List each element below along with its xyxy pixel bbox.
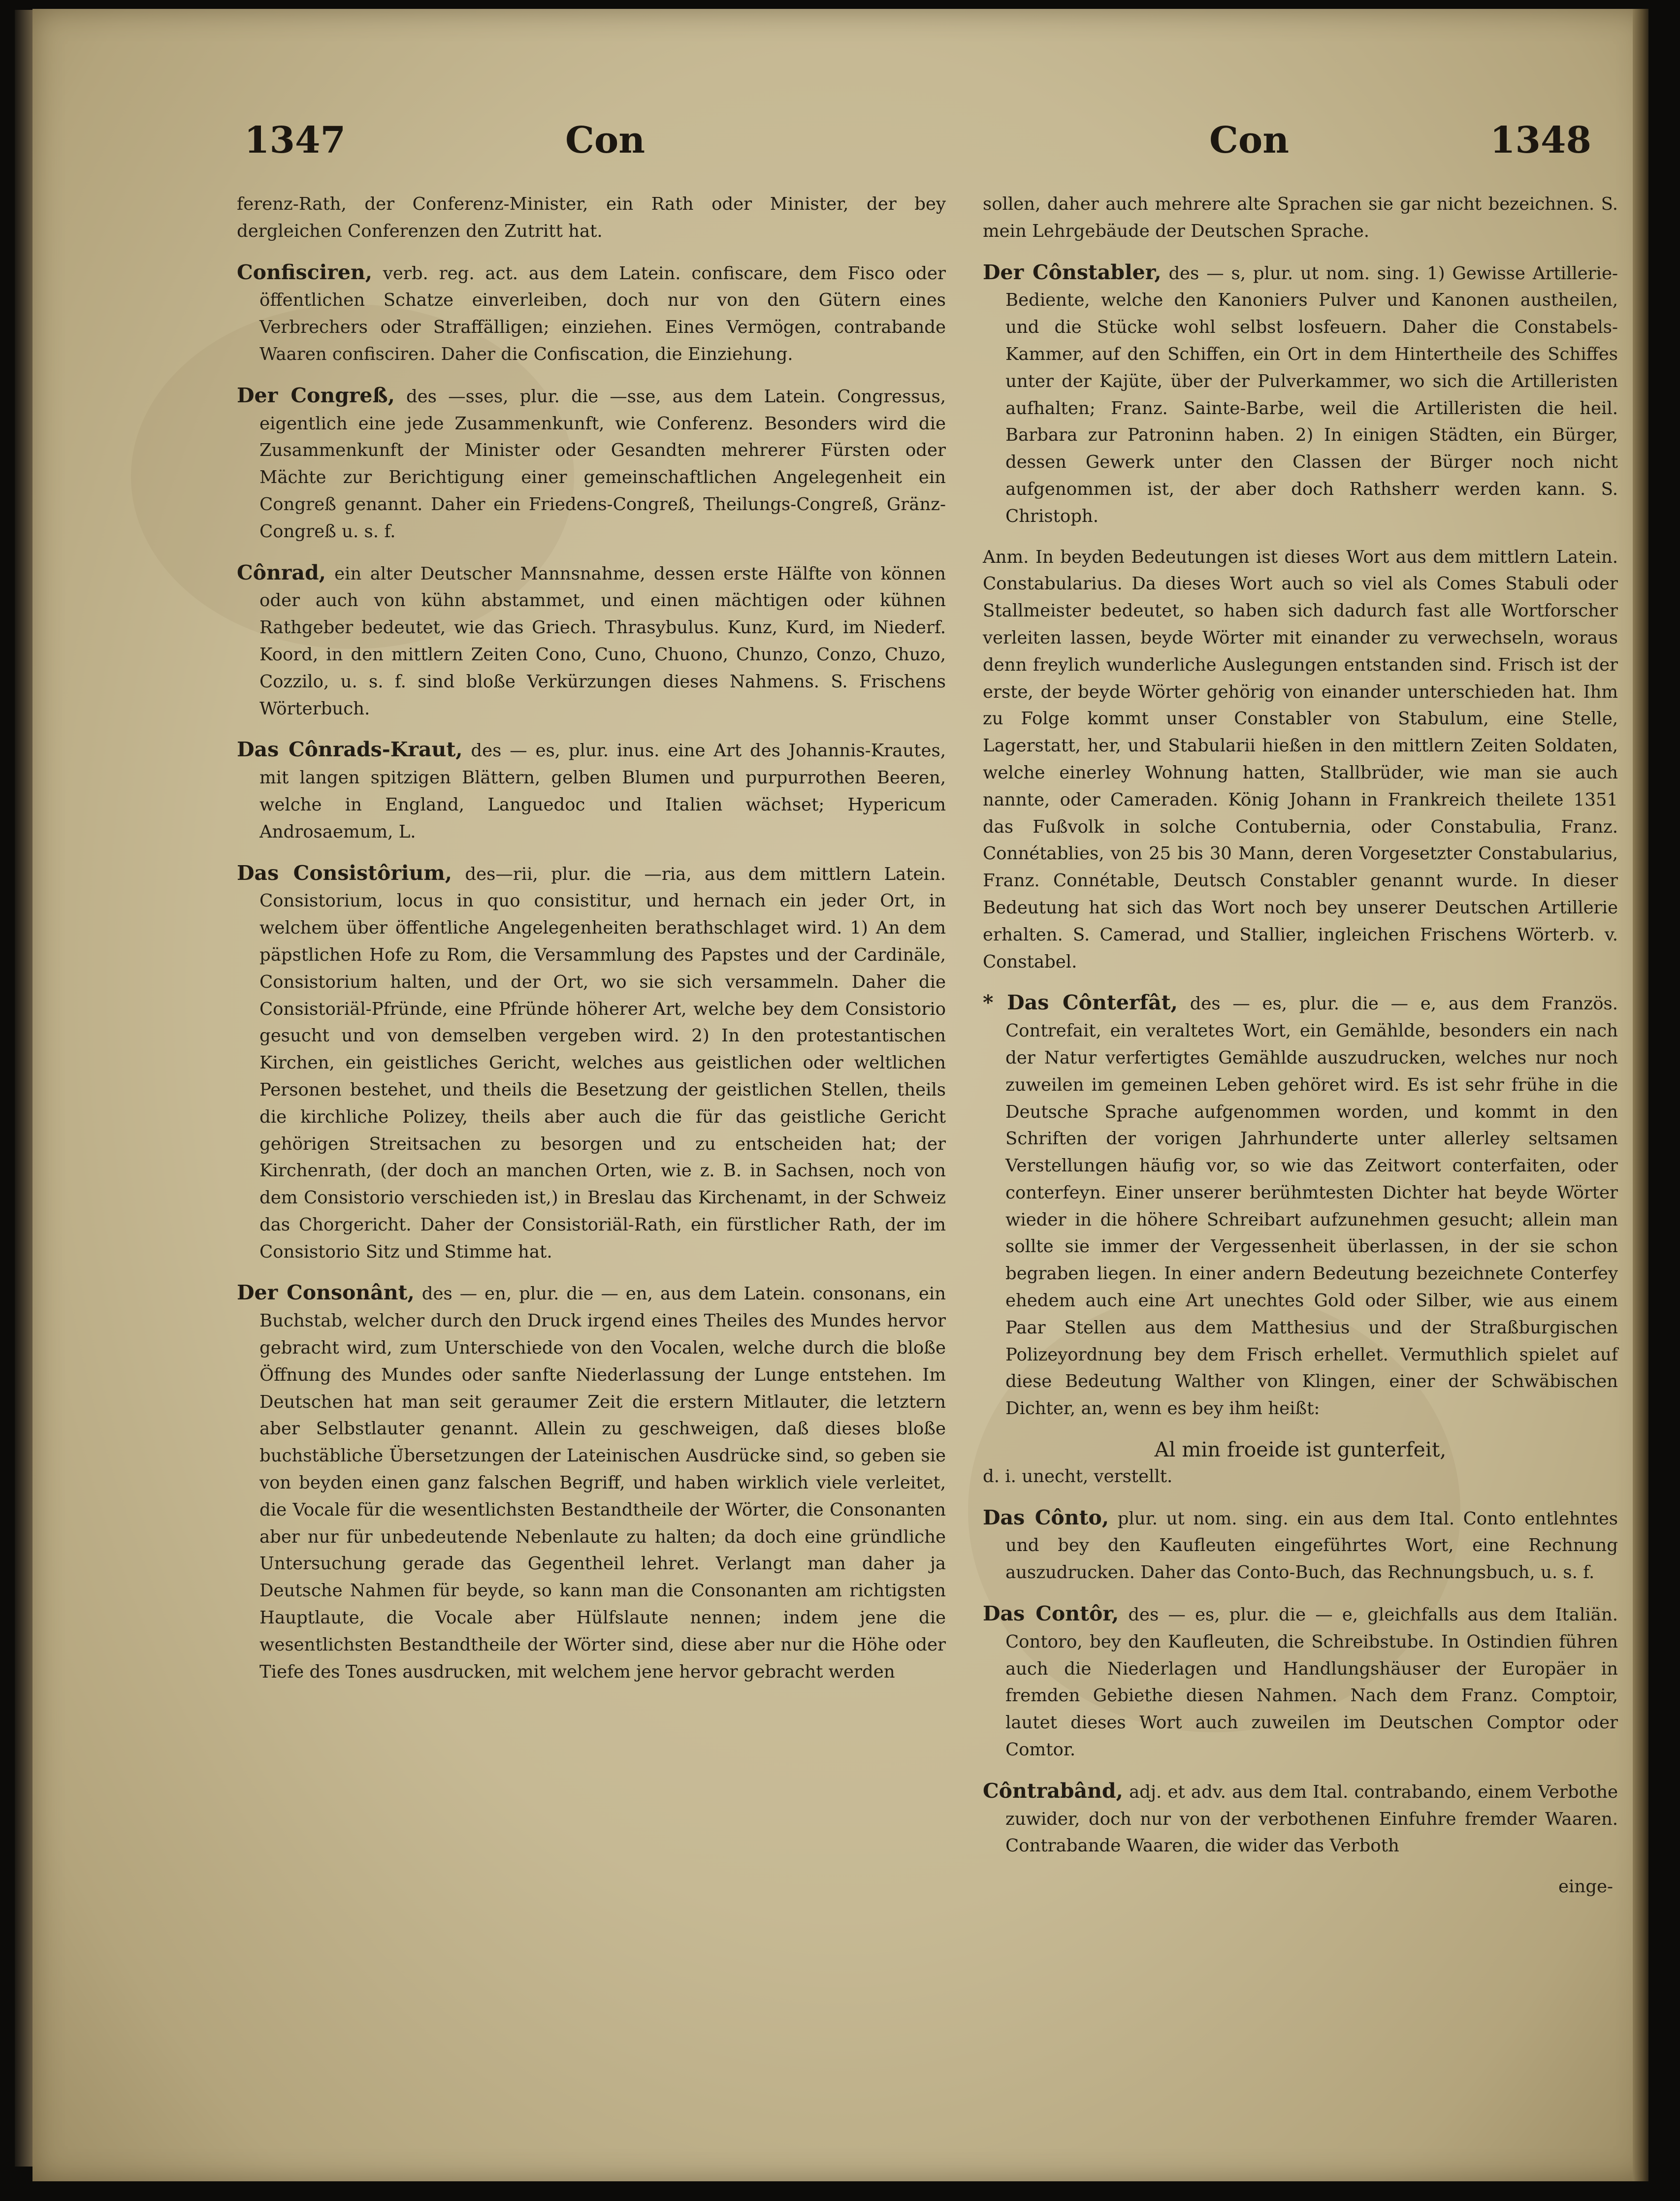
entry-continuation (983, 544, 1618, 976)
catchword: einge- (1558, 1877, 1613, 1897)
entry-continuation (237, 191, 946, 245)
dictionary-entry (237, 860, 946, 1266)
entry-headword: Das Cônrads-Kraut, (237, 738, 463, 762)
entry-text: des — es, plur. inus. eine Art des Johannis-Krautes, mit langen spitzigen Blättern, gelben Blumen und purpurrothen Beeren, welche in England, Languedoc und Italien wächset; Hypericum Androsaemum, L. (259, 741, 946, 842)
dictionary-entry (983, 259, 1618, 530)
entry-headword: Das Cônto, (983, 1505, 1109, 1529)
dictionary-entry (237, 382, 946, 546)
entry-headword: * Das Cônterfât, (983, 991, 1178, 1015)
entry-headword: Der Cônstabler, (983, 260, 1162, 284)
entry-headword: Confisciren, (237, 260, 372, 284)
entry-text: adj. et adv. aus dem Ital. contrabando, einem Verbothe zuwider, doch nur von der verbothenen Einfuhre fremder Waaren. Contrabande Waaren, die wider das Verboth (1005, 1781, 1618, 1856)
facing-page-edge (15, 10, 34, 2167)
left-column (237, 191, 946, 1699)
entry-text: ein alter Deutscher Mannsnahme, dessen erste Hälfte von können oder auch von kühn abstammet, und einen mächtigen oder kühnen Rathgeber bedeutet, wie das Griech. Thrasybulus. Kunz, Kurd, im Niederf. Koord, in den mittlern Zeiten Cono, Cuno, Chuono, Chunzo, Conzo, Chuzo, Cozzilo, u. s. f. sind bloße Verkürzungen dieses Nahmens. S. Frischens Wörterbuch. (259, 563, 946, 719)
page-gutter (1633, 9, 1648, 2181)
book-page (32, 9, 1648, 2181)
dictionary-entry (983, 1778, 1618, 1860)
entry-text: des — es, plur. die — e, aus dem Französ. Contrefait, ein veraltetes Wort, ein Gemählde, besonders ein nach der Natur verfertigtes Gemählde auszudrucken, welches nur noch zuweilen im gemeinen Leben gehöret wird. Es ist sehr frühe in die Deutsche Sprache aufgenommen worden, und kommt in den Schriften der vorigen Jahrhunderte unter allerley seltsamen Verstellungen häufig vor, so wie das Zeitwort conterfaiten, oder conterfeyn. Einer unserer berühmtesten Dichter hat beyde Wörter wieder in die höhere Schreibart aufzunehmen gesucht; allein man sollte sie immer der Vergessenheit überlassen, in der sie schon begraben liegen. In einer andern Bedeutung bezeichnete Conterfey ehedem auch eine Art unechtes Gold oder Silber, wie aus einem Paar Stellen aus dem Matthesius und der Straßburgischen Polizeyordnung bey dem Frisch erhellet. Vermuthlich spielet auf diese Bedeutung Walther von Klingen, einer der Schwäbischen Dichter, an, wenn es bey ihm heißt: (1005, 994, 1618, 1419)
entry-text: verb. reg. act. aus dem Latein. confiscare, dem Fisco oder öffentlichen Schatze einverleiben, doch nur von den Gütern eines Verbrechers oder Straffälligen; einziehen. Eines Vermögen, contrabande Waaren confisciren. Daher die Confiscation, die Einziehung. (259, 263, 946, 364)
dictionary-entry (983, 1600, 1618, 1764)
page-number-right: 1348 (1490, 119, 1591, 162)
dictionary-entry (237, 559, 946, 723)
entry-text: plur. ut nom. sing. ein aus dem Ital. Conto entlehntes und bey den Kaufleuten eingeführtes Wort, eine Rechnung auszudrucken. Daher das Conto-Buch, das Rechnungsbuch, u. s. f. (1005, 1508, 1618, 1583)
entry-headword: Der Consonânt, (237, 1281, 415, 1305)
dictionary-entry (237, 259, 946, 368)
running-head-left: Con (565, 119, 646, 162)
entry-headword: Das Consistôrium, (237, 861, 452, 885)
entry-continuation (983, 191, 1618, 245)
verse-quote: Al min froeide ist gunterfeit, (1154, 1438, 1447, 1462)
dictionary-entry (237, 1279, 946, 1685)
entry-headword: Das Contôr, (983, 1602, 1119, 1626)
entry-text: des — es, plur. die — e, gleichfalls aus dem Italiän. Contoro, bey den Kaufleuten, die Schreibstube. In Ostindien führen auch die Niederlagen und Handlungshäuser der Europäer in fremden Gebiethe diesen Nahmen. Nach dem Franz. Comptoir, lautet dieses Wort auch zuweilen im Deutschen Comptor oder Comtor. (1005, 1605, 1618, 1760)
entry-text: des — en, plur. die — en, aus dem Latein. consonans, ein Buchstab, welcher durch den Druck irgend eines Theiles des Mundes hervor gebracht wird, zum Unterschiede von den Vocalen, welche durch die bloße Öffnung des Mundes oder sanfte Niederlassung der Lunge entstehen. Im Deutschen hat man seit geraumer Zeit die erstern Mitlauter, die letztern aber Selbstlauter genannt. Allein zu geschweigen, daß dieses bloße buchstäbliche Übersetzungen der Lateinischen Ausdrücke sind, so geben sie von beyden einen ganz falschen Begriff, und haben wirklich viele verleitet, die Vocale für die wesentlichsten Bestandtheile der Wörter, die Consonanten aber nur für unbedeutende Nebenlaute zu halten; da doch eine gründliche Untersuchung gerade das Gegentheil lehret. Verlangt man daher ja Deutsche Nahmen für beyde, so kann man die Consonanten am richtigsten Hauptlaute, die Vocale aber Hülfslaute nennen; indem jene die wesentlichsten Bestandtheile der Wörter sind, diese aber nur die Höhe oder Tiefe des Tones ausdrucken, mit welchem jene hervor gebracht werden (259, 1284, 946, 1682)
entry-text: sollen, daher auch mehrere alte Sprachen sie gar nicht bezeichnen. S. mein Lehrgebäude der Deutschen Sprache. (983, 194, 1618, 241)
gloss-line: d. i. unecht, verstellt. (983, 1466, 1173, 1487)
entry-text: des — s, plur. ut nom. sing. 1) Gewisse Artillerie-Bediente, welche den Kanoniers Pulver und Kanonen austheilen, und die Stücke wohl selbst losfeuern. Daher die Constabels-Kammer, auf den Schiffen, ein Ort in dem Hintertheile des Schiffes unter der Kajüte, über der Pulverkammer, wo sich die Artilleristen aufhalten; Franz. Sainte-Barbe, weil die Artilleristen die heil. Barbara zur Patroninn haben. 2) In einigen Städten, ein Bürger, dessen Gewerk unter den Classen der Bürger noch nicht aufgenommen ist, der aber doch Rathsherr werden kann. S. Christoph. (1005, 263, 1618, 526)
entry-headword: Der Congreß, (237, 383, 395, 407)
entry-headword: Cônrad, (237, 560, 326, 584)
entry-text: ferenz-Rath, der Conferenz-Minister, ein Rath oder Minister, der bey dergleichen Conferenzen den Zutritt hat. (237, 194, 946, 241)
entry-headword: Côntrabând, (983, 1779, 1123, 1803)
entry-text: des—rii, plur. die —ria, aus dem mittlern Latein. Consistorium, locus in quo consistitur, und hernach ein jeder Ort, in welchem über öffentliche Angelegenheiten berathschlaget wird. 1) An dem päpstlichen Hofe zu Rom, die Versammlung des Papstes und der Cardinäle, Consistorium halten, und der Ort, wo sie sich versammeln. Daher die Consistoriäl-Pfründe, eine Pfründe höherer Art, welche bey dem Consistorio gesucht und von demselben vergeben wird. 2) In den protestantischen Kirchen, ein geistliches Gericht, welches aus geistlichen oder weltlichen Personen bestehet, und theils die Besetzung der geistlichen Stellen, theils die kirchliche Polizey, theils aber auch die für das geistliche Gericht gehörigen Streitsachen zu besorgen und zu entscheiden hat; der Kirchenrath, (der doch an manchen Orten, wie z. B. in Sachsen, noch von dem Consistorio verschieden ist,) in Breslau das Kirchenamt, in der Schweiz das Chorgericht. Daher der Consistoriäl-Rath, ein fürstlicher Rath, der im Consistorio Sitz und Stimme hat. (259, 864, 946, 1262)
right-column (983, 191, 1618, 1901)
running-head-right: Con (1209, 119, 1290, 162)
entry-text: Anm. In beyden Bedeutungen ist dieses Wort aus dem mittlern Latein. Constabularius. Da dieses Wort auch so viel als Comes Stabuli oder Stallmeister bedeutet, so haben sich dadurch fast alle Wortforscher verleiten lassen, beyde Wörter mit einander zu verwechseln, woraus denn freylich wunderliche Auslegungen entstanden sind. Frisch ist der erste, der beyde Wörter gehörig von einander unterschieden hat. Ihm zu Folge kommt unser Constabler von Stabulum, eine Stelle, Lagerstatt, her, und Stabularii hießen in den mittlern Zeiten Soldaten, welche einerley Wohnung hatten, Stallbrüder, wie man sie auch nannte, oder Cameraden. König Johann in Frankreich theilete 1351 das Fußvolk in solche Contubernia, oder Constabulia, Franz. Connétablies, von 25 bis 30 Mann, deren Vorgesetzter Constabularius, Franz. Connétable, Deutsch Constabler genannt wurde. In dieser Bedeutung hat sich das Wort noch bey unserer Deutschen Artillerie erhalten. S. Camerad, und Stallier, ingleichen Frischens Wörterb. v. Constabel. (983, 547, 1618, 972)
dictionary-entry (983, 989, 1618, 1423)
dictionary-entry (983, 1504, 1618, 1586)
dictionary-entry (237, 736, 946, 845)
entry-text: des —sses, plur. die —sse, aus dem Latein. Congressus, eigentlich eine jede Zusammenkunft, wie Conferenz. Besonders wird die Zusammenkunft der Minister oder Gesandten mehrerer Fürsten oder Mächte zur Berichtigung einer gemeinschaftlichen Angelegenheit ein Congreß genannt. Daher ein Friedens-Congreß, Theilungs-Congreß, Gränz-Congreß u. s. f. (259, 386, 946, 542)
page-number-left: 1347 (244, 119, 346, 162)
